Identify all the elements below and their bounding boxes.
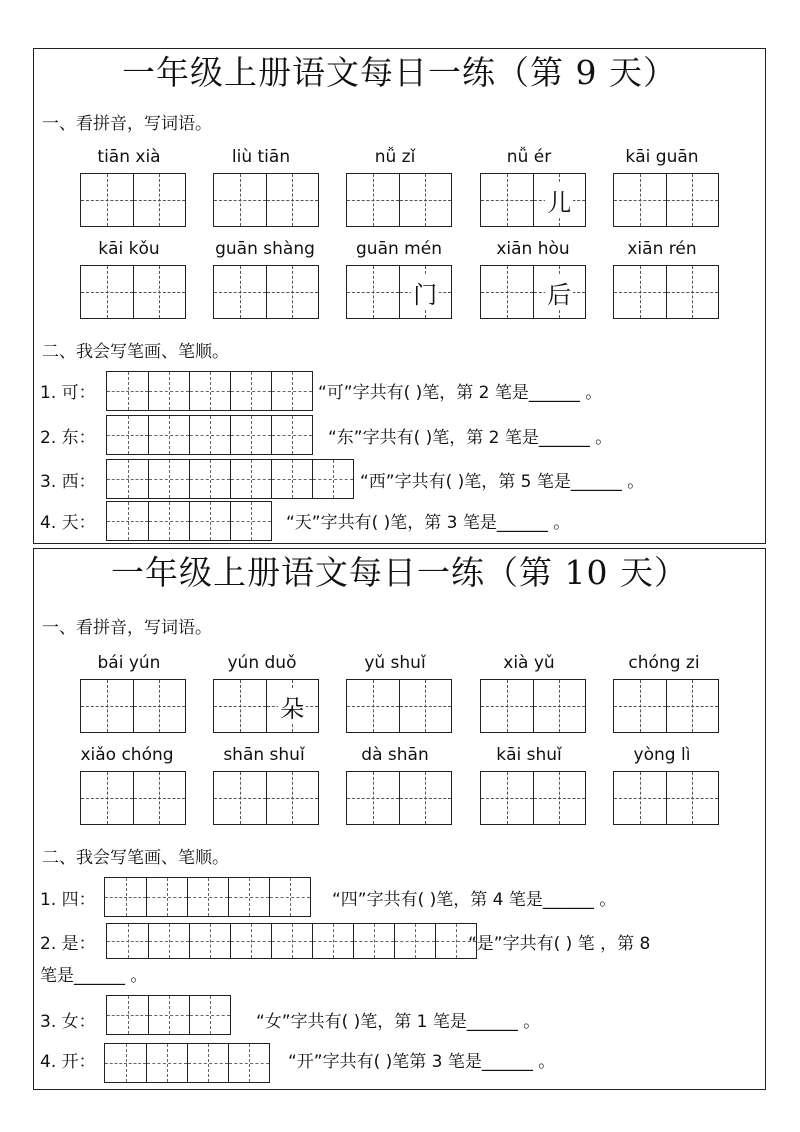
given-character: 后 xyxy=(545,275,573,310)
stroke-box[interactable] xyxy=(189,416,230,454)
writing-grid[interactable] xyxy=(80,173,186,227)
writing-grid[interactable] xyxy=(346,173,452,227)
stroke-box[interactable] xyxy=(189,502,230,540)
stroke-box[interactable] xyxy=(107,502,148,540)
stroke-box[interactable] xyxy=(271,924,312,958)
stroke-box[interactable] xyxy=(230,372,271,410)
stroke-boxes[interactable] xyxy=(106,371,313,411)
stroke-box[interactable] xyxy=(189,372,230,410)
grid-cell[interactable] xyxy=(533,266,586,318)
writing-grid[interactable] xyxy=(213,173,319,227)
stroke-box[interactable] xyxy=(146,878,187,916)
grid-cell[interactable] xyxy=(666,772,719,824)
stroke-row-label: 4. 开： xyxy=(40,1052,96,1072)
grid-cell[interactable] xyxy=(347,772,399,824)
pinyin-label: dà shān xyxy=(361,745,429,765)
stroke-box[interactable] xyxy=(312,460,353,498)
grid-cell[interactable] xyxy=(533,772,586,824)
grid-cell[interactable] xyxy=(133,680,186,732)
grid-cell[interactable] xyxy=(133,772,186,824)
pinyin-label: xiān rén xyxy=(627,239,697,259)
writing-grid[interactable] xyxy=(80,771,186,825)
grid-cell[interactable] xyxy=(399,772,452,824)
stroke-boxes[interactable] xyxy=(106,415,313,455)
grid-cell[interactable] xyxy=(481,680,533,732)
pinyin-label: nǚ ér xyxy=(506,147,552,167)
section-heading-pinyin: 一、看拼音，写词语。 xyxy=(42,618,212,638)
stroke-question: “开”字共有( )笔第 3 笔是______ 。 xyxy=(288,1052,556,1072)
grid-cell[interactable] xyxy=(481,266,533,318)
stroke-boxes[interactable] xyxy=(104,877,311,917)
grid-cell[interactable] xyxy=(214,772,266,824)
stroke-box[interactable] xyxy=(105,1044,146,1082)
section-heading-strokes: 二、我会写笔画、笔顺。 xyxy=(42,848,229,868)
pinyin-label: guān mén xyxy=(356,239,442,259)
writing-grid[interactable] xyxy=(480,771,586,825)
stroke-row-label: 1. 四： xyxy=(40,890,96,910)
grid-cell[interactable] xyxy=(81,174,133,226)
pinyin-label: chóng zi xyxy=(628,653,700,673)
stroke-box[interactable] xyxy=(230,924,271,958)
stroke-box[interactable] xyxy=(228,878,269,916)
writing-grid[interactable] xyxy=(613,771,719,825)
grid-cell[interactable] xyxy=(481,772,533,824)
pinyin-label: kāi kǒu xyxy=(98,239,160,259)
grid-cell[interactable] xyxy=(81,772,133,824)
pinyin-label: guān shàng xyxy=(215,239,315,259)
stroke-boxes[interactable] xyxy=(106,459,354,499)
grid-cell[interactable] xyxy=(614,772,666,824)
stroke-box[interactable] xyxy=(312,924,353,958)
stroke-box[interactable] xyxy=(271,460,312,498)
writing-grid[interactable] xyxy=(613,265,719,319)
stroke-boxes[interactable] xyxy=(106,923,477,959)
pinyin-label: xiān hòu xyxy=(496,239,570,259)
stroke-box[interactable] xyxy=(230,502,271,540)
stroke-box[interactable] xyxy=(107,996,148,1034)
stroke-question: “西”字共有( )笔，第 5 笔是______ 。 xyxy=(360,472,645,492)
stroke-question: “天”字共有( )笔，第 3 笔是______ 。 xyxy=(286,513,571,533)
pinyin-label: yún duǒ xyxy=(227,653,297,673)
stroke-box[interactable] xyxy=(107,372,148,410)
stroke-box[interactable] xyxy=(189,996,230,1034)
stroke-box[interactable] xyxy=(353,924,394,958)
stroke-box[interactable] xyxy=(105,878,146,916)
writing-grid[interactable] xyxy=(480,679,586,733)
stroke-row-label: 1. 可： xyxy=(40,383,96,403)
worksheet-title: 一年级上册语文每日一练（第 10 天） xyxy=(111,553,688,592)
stroke-boxes[interactable] xyxy=(106,995,231,1035)
stroke-box[interactable] xyxy=(146,1044,187,1082)
writing-grid[interactable] xyxy=(80,265,186,319)
worksheet-day-10 xyxy=(33,548,766,1090)
stroke-box[interactable] xyxy=(148,996,189,1034)
given-character: 门 xyxy=(411,275,439,310)
stroke-question: “四”字共有( )笔，第 4 笔是______ 。 xyxy=(332,890,617,910)
grid-cell[interactable] xyxy=(266,772,319,824)
writing-grid[interactable] xyxy=(346,265,452,319)
writing-grid[interactable] xyxy=(213,679,319,733)
grid-cell[interactable] xyxy=(533,680,586,732)
stroke-row-label: 4. 天： xyxy=(40,513,96,533)
stroke-question-continued: 笔是______ 。 xyxy=(40,966,148,986)
stroke-row-label: 3. 女： xyxy=(40,1012,96,1032)
grid-cell[interactable] xyxy=(214,174,266,226)
pinyin-label: yòng lì xyxy=(633,745,691,765)
stroke-box[interactable] xyxy=(148,460,189,498)
stroke-box[interactable] xyxy=(148,502,189,540)
grid-cell[interactable] xyxy=(399,266,452,318)
stroke-box[interactable] xyxy=(269,878,310,916)
pinyin-label: liù tiān xyxy=(231,147,291,167)
grid-cell[interactable] xyxy=(347,266,399,318)
grid-cell[interactable] xyxy=(347,680,399,732)
stroke-box[interactable] xyxy=(148,372,189,410)
grid-cell[interactable] xyxy=(81,680,133,732)
grid-cell[interactable] xyxy=(81,266,133,318)
pinyin-label: nǚ zǐ xyxy=(374,147,416,167)
section-heading-pinyin: 一、看拼音，写词语。 xyxy=(42,114,212,134)
stroke-box[interactable] xyxy=(148,416,189,454)
grid-cell[interactable] xyxy=(399,680,452,732)
pinyin-label: xiǎo chóng xyxy=(80,745,174,765)
grid-cell[interactable] xyxy=(214,266,266,318)
grid-cell[interactable] xyxy=(266,174,319,226)
grid-cell[interactable] xyxy=(399,174,452,226)
grid-cell[interactable] xyxy=(133,174,186,226)
worksheet-title: 一年级上册语文每日一练（第 9 天） xyxy=(122,53,677,92)
worksheet-day-9 xyxy=(33,48,766,544)
grid-cell[interactable] xyxy=(266,680,319,732)
stroke-boxes[interactable] xyxy=(104,1043,270,1083)
given-character: 儿 xyxy=(545,183,573,218)
writing-grid[interactable] xyxy=(613,679,719,733)
grid-cell[interactable] xyxy=(614,174,666,226)
grid-cell[interactable] xyxy=(666,680,719,732)
stroke-boxes[interactable] xyxy=(106,501,272,541)
grid-cell[interactable] xyxy=(533,174,586,226)
stroke-question: “是”字共有( ) 笔 ，第 8 xyxy=(468,934,651,954)
pinyin-label: xià yǔ xyxy=(503,653,555,673)
grid-cell[interactable] xyxy=(481,174,533,226)
section-heading-strokes: 二、我会写笔画、笔顺。 xyxy=(42,342,229,362)
writing-grid[interactable] xyxy=(613,173,719,227)
grid-cell[interactable] xyxy=(347,174,399,226)
stroke-box[interactable] xyxy=(107,924,148,958)
writing-grid[interactable] xyxy=(346,679,452,733)
stroke-question: “可”字共有( )笔，第 2 笔是______ 。 xyxy=(318,383,603,403)
stroke-box[interactable] xyxy=(230,460,271,498)
writing-grid[interactable] xyxy=(213,265,319,319)
writing-grid[interactable] xyxy=(346,771,452,825)
stroke-box[interactable] xyxy=(271,416,312,454)
grid-cell[interactable] xyxy=(133,266,186,318)
grid-cell[interactable] xyxy=(266,266,319,318)
pinyin-label: shān shuǐ xyxy=(223,745,305,765)
grid-cell[interactable] xyxy=(666,266,719,318)
pinyin-label: tiān xià xyxy=(97,147,161,167)
stroke-question: “女”字共有( )笔，第 1 笔是______ 。 xyxy=(256,1012,541,1032)
grid-cell[interactable] xyxy=(614,266,666,318)
grid-cell[interactable] xyxy=(666,174,719,226)
pinyin-label: kāi guān xyxy=(625,147,699,167)
stroke-box[interactable] xyxy=(230,416,271,454)
grid-cell[interactable] xyxy=(214,680,266,732)
stroke-box[interactable] xyxy=(189,924,230,958)
stroke-box[interactable] xyxy=(271,372,312,410)
writing-grid[interactable] xyxy=(213,771,319,825)
stroke-row-label: 2. 是： xyxy=(40,934,96,954)
writing-grid[interactable] xyxy=(480,173,586,227)
stroke-box[interactable] xyxy=(189,460,230,498)
pinyin-label: bái yún xyxy=(97,653,161,673)
stroke-box[interactable] xyxy=(187,878,228,916)
stroke-box[interactable] xyxy=(148,924,189,958)
pinyin-label: yǔ shuǐ xyxy=(364,653,426,673)
writing-grid[interactable] xyxy=(480,265,586,319)
stroke-box[interactable] xyxy=(107,416,148,454)
stroke-row-label: 2. 东： xyxy=(40,428,96,448)
writing-grid[interactable] xyxy=(80,679,186,733)
stroke-row-label: 3. 西： xyxy=(40,472,96,492)
stroke-box[interactable] xyxy=(187,1044,228,1082)
given-character: 朵 xyxy=(278,689,306,724)
pinyin-label: kāi shuǐ xyxy=(496,745,562,765)
grid-cell[interactable] xyxy=(614,680,666,732)
stroke-box[interactable] xyxy=(107,460,148,498)
stroke-box[interactable] xyxy=(228,1044,269,1082)
stroke-question: “东”字共有( )笔，第 2 笔是______ 。 xyxy=(328,428,613,448)
stroke-box[interactable] xyxy=(394,924,435,958)
